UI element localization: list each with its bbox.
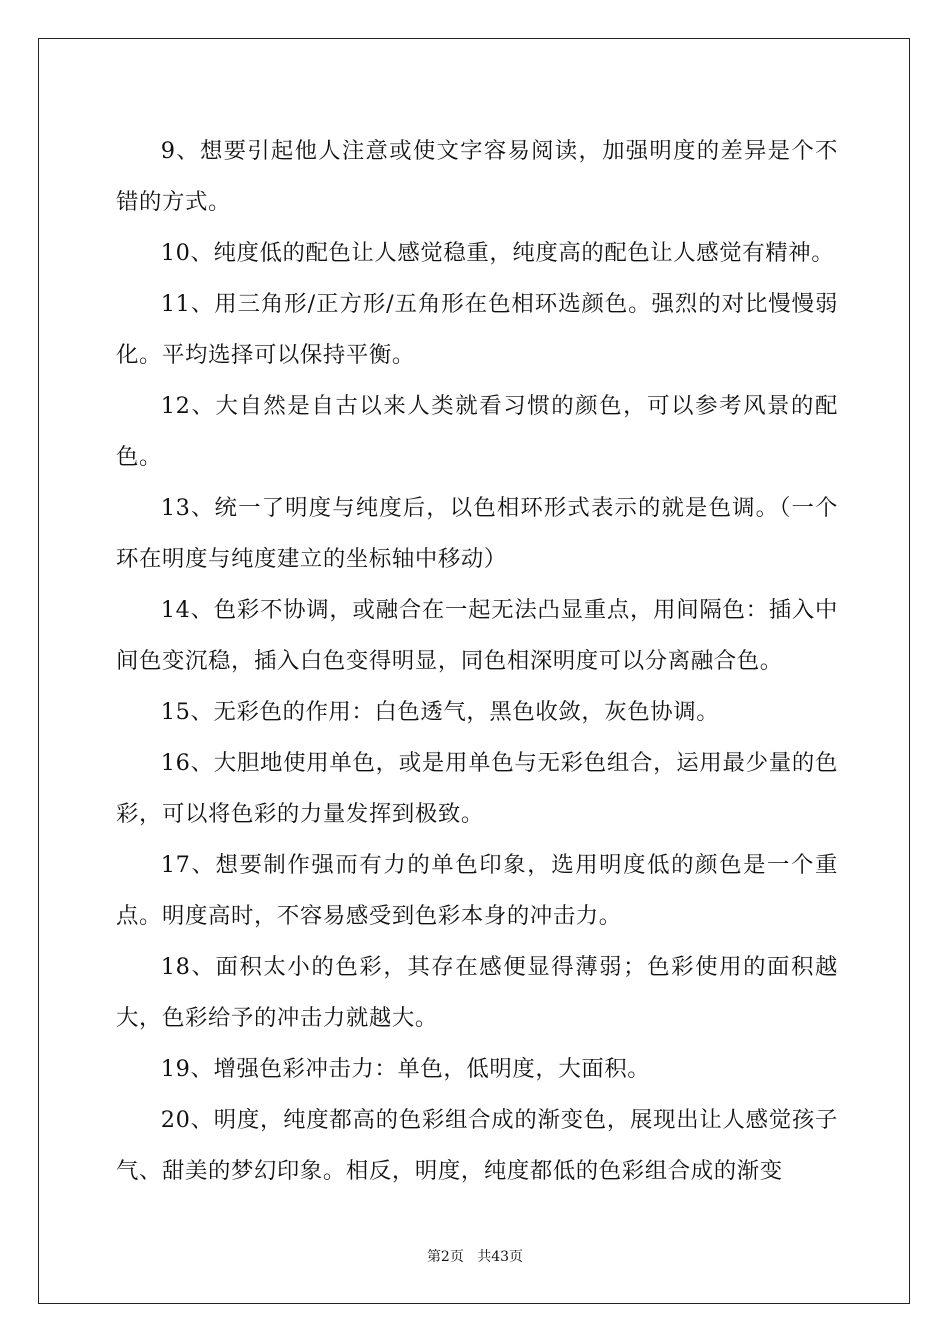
paragraph-9: 9、想要引起他人注意或使文字容易阅读，加强明度的差异是个不错的方式。 — [116, 138, 838, 215]
paragraph-17: 17、想要制作强而有力的单色印象，选用明度低的颜色是一个重点。明度高时，不容易感受到色彩本身的冲击力。 — [116, 852, 838, 929]
page-number: 第2页 — [426, 1249, 464, 1265]
page-total: 共43页 — [477, 1249, 524, 1265]
paragraph-19: 19、增强色彩冲击力：单色，低明度，大面积。 — [160, 1056, 651, 1082]
document-body — [116, 126, 838, 1197]
paragraph-15: 15、无彩色的作用：白色透气，黑色收敛，灰色协调。 — [160, 699, 720, 725]
paragraph-18: 18、面积太小的色彩，其存在感便显得薄弱；色彩使用的面积越大，色彩给予的冲击力就越大。 — [116, 954, 838, 1031]
paragraph-12: 12、大自然是自古以来人类就看习惯的颜色，可以参考风景的配色。 — [116, 393, 838, 470]
paragraph-16: 16、大胆地使用单色，或是用单色与无彩色组合，运用最少量的色彩，可以将色彩的力量发挥到极致。 — [116, 750, 838, 827]
paragraph-11: 11、用三角形/正方形/五角形在色相环选颜色。强烈的对比慢慢弱化。平均选择可以保持平衡。 — [116, 291, 838, 368]
paragraph-10: 10、纯度低的配色让人感觉稳重，纯度高的配色让人感觉有精神。 — [160, 240, 835, 266]
paragraph-20: 20、明度，纯度都高的色彩组合成的渐变色，展现出让人感觉孩子气、甜美的梦幻印象。相反，明度，纯度都低的色彩组合成的渐变 — [116, 1107, 838, 1184]
paragraph-14: 14、色彩不协调，或融合在一起无法凸显重点，用间隔色：插入中间色变沉稳，插入白色变得明显，同色相深明度可以分离融合色。 — [116, 597, 838, 674]
page-footer — [0, 1246, 950, 1266]
paragraph-13: 13、统一了明度与纯度后，以色相环形式表示的就是色调。（一个环在明度与纯度建立的坐标轴中移动） — [116, 495, 838, 572]
